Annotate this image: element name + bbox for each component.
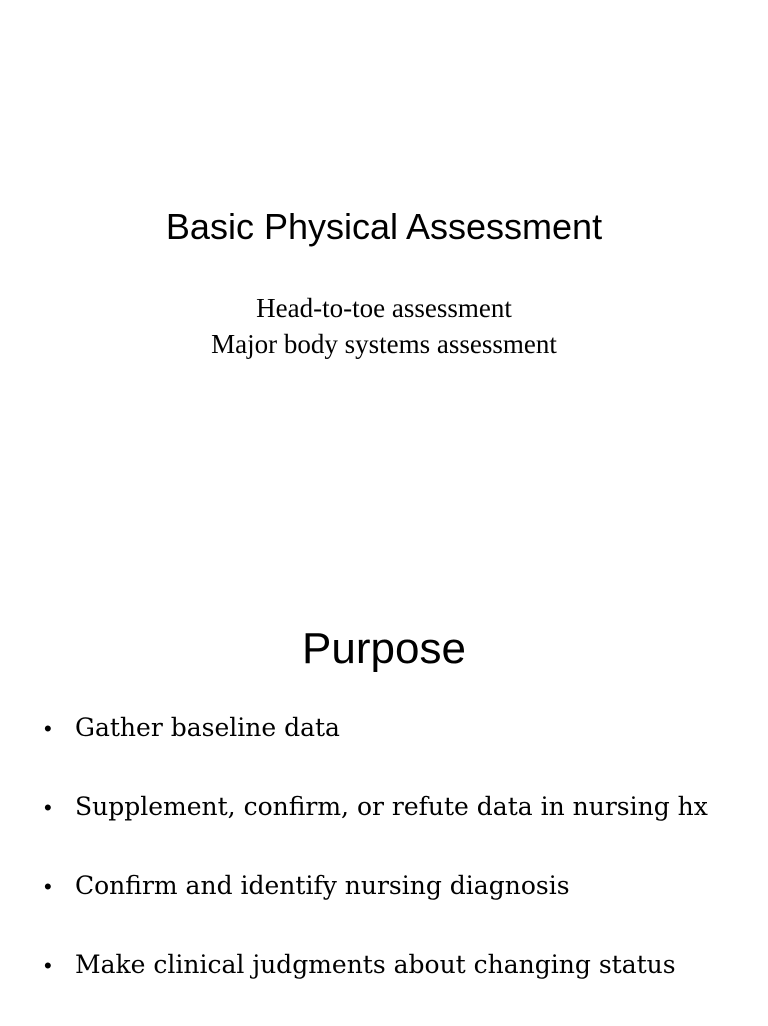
bullet-text: Supplement, confirm, or refute data in nursing hx: [75, 792, 708, 821]
bullet-item: [44, 868, 744, 947]
bullet-item: [44, 789, 744, 868]
slide-basic-physical-assessment: [0, 0, 768, 512]
bullet-item: [44, 947, 744, 1026]
bullet-icon: •: [44, 874, 52, 899]
bullet-text: Confirm and identify nursing diagnosis: [75, 871, 570, 900]
slide-title: Basic Physical Assessment: [165, 206, 603, 247]
slide-subtitle: [0, 290, 768, 362]
bullet-text: Make clinical judgments about changing status: [75, 950, 676, 979]
bullet-icon: •: [44, 795, 52, 820]
slide-title: Purpose: [302, 624, 466, 673]
bullet-icon: •: [44, 716, 52, 741]
slide-purpose: [0, 512, 768, 1024]
bullet-icon: •: [44, 953, 52, 978]
bullet-item: [44, 710, 744, 789]
subtitle-line: Head-to-toe assessment: [256, 293, 512, 323]
subtitle-line: Major body systems assessment: [211, 329, 557, 359]
bullet-text: Gather baseline data: [75, 713, 340, 742]
bullet-list: [44, 710, 744, 1026]
